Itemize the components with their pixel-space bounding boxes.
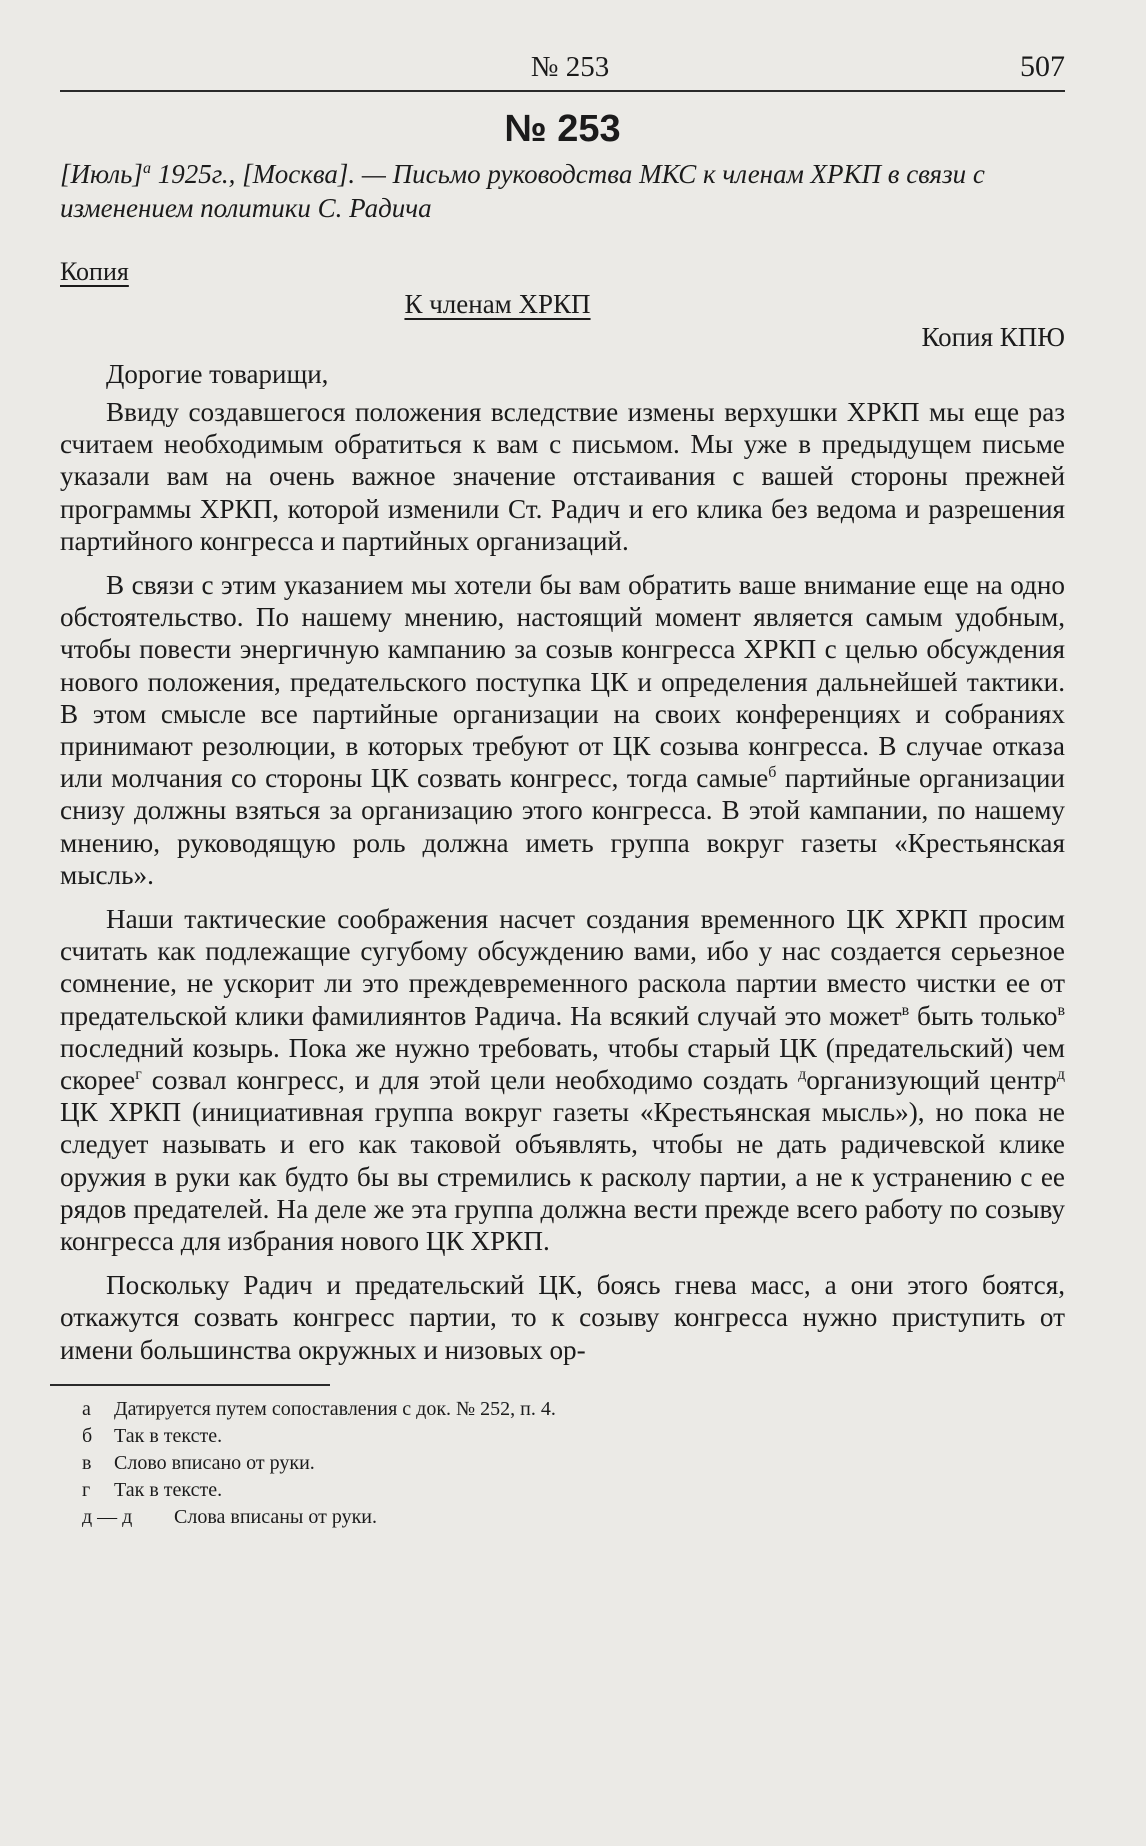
page-content: [60, 50, 1065, 1531]
copy-label: Копия: [60, 257, 129, 286]
document-heading: [60, 152, 1065, 225]
page-number: 507: [1020, 50, 1065, 83]
footnote-ref-v: в: [901, 1001, 910, 1019]
paragraph-4: Поскольку Радич и предательский ЦК, боясь гнева масс, а они этого боятся, откажутся созвать конгресс партии, то к созыву конгресса нужно приступить от имени большинства окружных и низовых ор-: [60, 1270, 1065, 1365]
salutation: Дорогие товарищи,: [106, 359, 329, 389]
paragraph-3: Наши тактические соображения насчет создания временного ЦК ХРКП просим считать как подлежащие сугубому обсуждению вами, ибо у нас создается серьезное сомнение, не ускорит ли это преждевременного раскола партии вместо чистки ее от предательской клики фамилиянтов Радича. На всякий случай это может$^в$ быть только$^в$ последний козырь. Пока же нужно требовать, чтобы старый ЦК (предательский) чем скорее$^г$ созвал конгресс, и для этой цели необходимо создать $^д$организующий центр$^д$ ЦК ХРКП (инициативная группа вокруг газеты «Крестьянская мысль»), но пока не следует называть и его как таковой объявлять, чтобы не дать радичевской клике оружия в руки как будто бы вы стремились к расколу партии, а не к устранению с ее рядов предателей. На деле же эта группа должна вести прежде всего работу по созыву конгресса для избрания нового ЦК ХРКП.: [60, 904, 1065, 1257]
heading-date: [Июль]: [60, 159, 143, 189]
footnote-item: [82, 1423, 1065, 1450]
footnote-item: [82, 1450, 1065, 1477]
footnote-item: [82, 1477, 1065, 1504]
footnote-text: Датируется путем сопоставления с док. № 252, п. 4.: [114, 1397, 556, 1420]
running-head: [60, 50, 1065, 92]
paragraph-2: В связи с этим указанием мы хотели бы вам обратить ваше внимание еще на одно обстоятельство. По нашему мнению, настоящий момент является самым удобным, чтобы повести энергичную кампанию за созыв конгресса ХРКП с целью обсуждения нового положения, предательского поступка ЦК и определения дальнейшей тактики. В этом смысле все партийные организации на своих конференциях и собраниях принимают резолюции, в которых требуют от ЦК созыва конгресса. В случае отказа или молчания со стороны ЦК созвать конгресс, тогда самые$^б$ партийные организации снизу должны взяться за организацию этого конгресса. В этой кампании, по нашему мнению, руководящую роль должна иметь группа вокруг газеты «Крестьянская мысль».: [60, 570, 1065, 890]
footnote-text: Так в тексте.: [114, 1424, 223, 1447]
footnote-mark: в: [82, 1451, 92, 1474]
footnote-ref-b: б: [768, 764, 777, 782]
footnote-text: Так в тексте.: [114, 1478, 223, 1501]
paragraph-1: Ввиду создавшегося положения вследствие измены верхушки ХРКП мы еще раз считаем необходимым обратиться к вам с письмом. Мы уже в предыдущем письме указали вам на очень важное значение отстаивания с вашей стороны прежней программы ХРКП, которой изменили Ст. Радич и его клика без ведома и разрешения партийного конгресса и партийных организаций.: [60, 397, 1065, 556]
running-head-number: № 253: [530, 51, 610, 83]
footnote-mark: б: [82, 1424, 93, 1447]
document-number: № 253: [504, 108, 621, 150]
footnote-ref-v: в: [1057, 1001, 1065, 1019]
footnote-item: [82, 1504, 1065, 1531]
footnote-mark: а: [82, 1397, 91, 1420]
footnote-mark: д — д: [82, 1505, 133, 1528]
footnote-mark: г: [82, 1478, 91, 1501]
copy-to-line: Копия КПЮ: [921, 322, 1065, 352]
heading-text: 1925г., [Москва]. — Письмо руководства МКС к членам ХРКП в связи с изменением политики С. Радича: [60, 159, 985, 223]
footnote-text: Слово вписано от руки.: [114, 1451, 315, 1474]
footnote-ref-a: а: [142, 160, 151, 177]
footnote-divider: [50, 1384, 330, 1386]
footnote-ref-d-close: д: [1056, 1066, 1065, 1083]
footnote-ref-g: г: [135, 1066, 142, 1083]
footnote-ref-d-open: д: [798, 1066, 807, 1083]
footnote-item: [82, 1396, 1065, 1423]
footnotes: [60, 1396, 1065, 1531]
addressee-line: К членам ХРКП: [404, 289, 591, 319]
footnote-text: Слова вписаны от руки.: [174, 1505, 377, 1528]
